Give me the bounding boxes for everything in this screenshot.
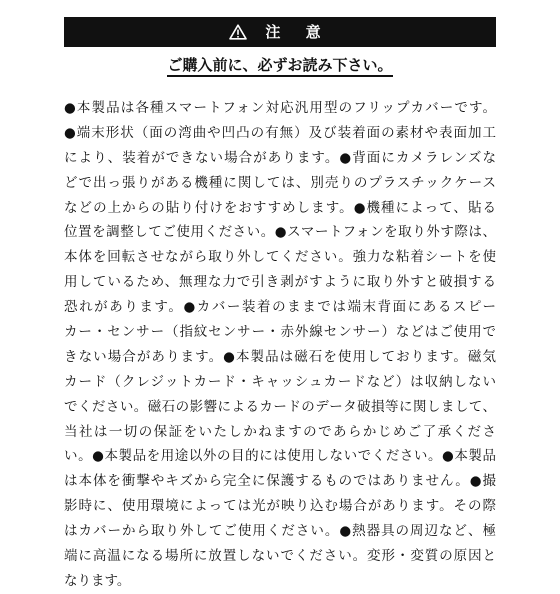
body-line: 当社は一切の保証をいたしかねますのであらかじめご了承くださ: [64, 423, 496, 440]
body-line: 端に高温になる場所に放置しないでください。変形・変質の原因と: [64, 548, 496, 565]
caution-body-text: [64, 96, 496, 594]
body-line: により、装着ができない場合があります。●背面にカメラレンズな: [64, 149, 496, 166]
body-line: ●本製品は各種スマートフォン対応汎用型のフリップカバーです。: [64, 100, 496, 116]
caution-notice: [64, 17, 496, 589]
subtitle-text: ご購入前に、必ずお読み下さい。: [167, 56, 392, 77]
body-line: などの上からの貼り付けをおすすめします。●機種によって、貼る: [64, 199, 496, 216]
body-line: 用しているため、無理な力で引き剥がすように取り外すと破損する: [64, 274, 496, 291]
body-line: ●端末形状（面の湾曲や凹凸の有無）及び装着面の素材や表面加工: [64, 124, 496, 141]
caution-title: 注 意: [265, 23, 331, 41]
read-before-purchase-heading: [64, 53, 496, 77]
body-line: はカバーから取り外してご使用ください。●熱器具の周辺など、極: [64, 523, 496, 540]
warning-triangle-icon: [229, 24, 247, 40]
body-line: 恐れがあります。●カバー装着のままでは端末背面にあるスピー: [64, 299, 496, 316]
body-line: 影時に、使用環境によっては光が映り込む場合があります。その際: [64, 498, 496, 515]
body-line: は本体を衝撃やキズから完全に保護するものではありません。●撮: [64, 473, 496, 490]
body-line: どで出っ張りがある機種に関しては、別売りのプラスチックケース: [64, 174, 496, 191]
body-line: なります。: [64, 572, 131, 589]
body-line: カー・センサー（指紋センサー・赤外線センサー）などはご使用で: [64, 324, 496, 341]
body-line: でください。磁石の影響によるカードのデータ破損等に関しまして、: [64, 398, 496, 415]
body-line: 位置を調整してご使用ください。●スマートフォンを取り外す際は、: [64, 224, 496, 241]
body-line: 本体を回転させながら取り外してください。強力な粘着シートを使: [64, 249, 496, 266]
caution-header-bar: [64, 17, 496, 47]
body-line: い。●本製品を用途以外の目的には使用しないでください。●本製品: [64, 448, 496, 465]
body-line: きない場合があります。●本製品は磁石を使用しております。磁気: [64, 348, 496, 365]
body-line: カード（クレジットカード・キャッシュカードなど）は収納しない: [64, 373, 496, 390]
